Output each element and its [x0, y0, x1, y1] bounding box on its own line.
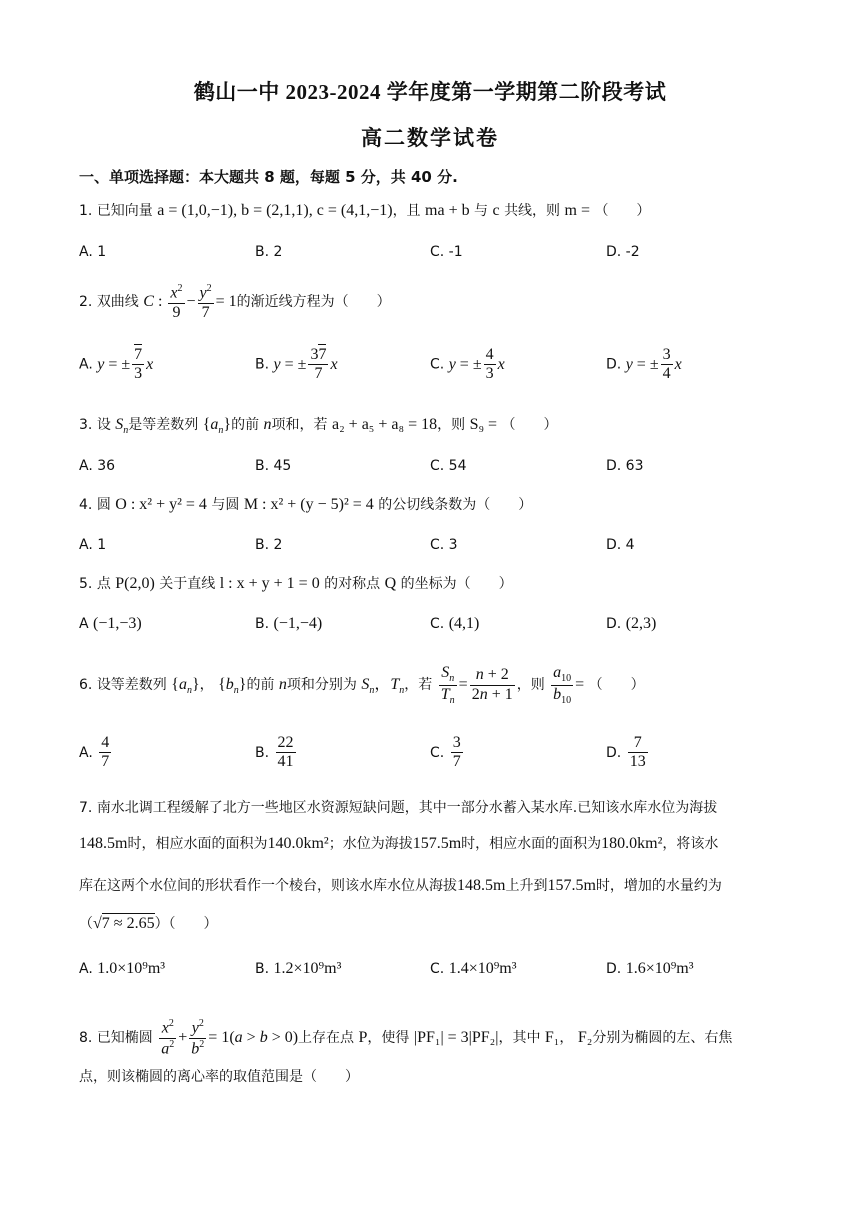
math-expression: Q: [384, 575, 397, 592]
question-text: 的公切线条数为（ ）: [378, 497, 533, 513]
option-c: C. 54: [430, 458, 467, 474]
denominator: 7: [101, 753, 110, 771]
option-value: 1.0×10⁹m³: [97, 960, 166, 977]
option-c: C. 3: [430, 537, 458, 553]
option-letter: B.: [255, 616, 270, 632]
option-a: A. y = ± $\frac{7}{3}$ x: [79, 346, 154, 383]
option-letter: C.: [430, 744, 445, 761]
option-d: D. 4: [606, 537, 635, 553]
math-expression: $S_n$: [115, 416, 129, 437]
question-text: 库在这两个水位间的形状看作一个棱台，则该水库水位从海拔: [79, 878, 457, 894]
question-number: 8.: [79, 1029, 93, 1046]
question-text: 关于直线: [159, 576, 216, 592]
option-value: (4,1): [448, 615, 480, 632]
question-text: 时，增加的水量约为: [595, 878, 722, 894]
option-a: [79, 960, 165, 978]
math-expression: $\frac{S_n}{T_n}$ = $\frac{n + 2}{2n + 1}$: [440, 664, 513, 706]
section-heading: 一、单项选择题：本大题共 8 题，每题 5 分，共 40 分.: [79, 168, 458, 186]
option-b: B. y = ± $\frac{37}{7}$ x: [255, 346, 338, 383]
option-letter: A.: [79, 961, 93, 977]
math-expression: P: [358, 1028, 368, 1046]
question-text: 项和，若: [271, 417, 328, 433]
math-expression: 157.5m: [412, 835, 462, 852]
math-expression: $\{a_n\}$: [171, 675, 200, 697]
question-text: 分别为椭圆的左、右焦: [592, 1029, 733, 1046]
question-text: 的坐标为（ ）: [400, 576, 513, 592]
option-b: [255, 615, 322, 633]
question-2: [79, 283, 391, 322]
option-b: B. 2: [255, 244, 283, 260]
math-expression: M : x² + (y − 5)² = 4: [243, 496, 374, 513]
option-letter: B.: [255, 744, 270, 761]
option-b: B. 45: [255, 458, 292, 474]
math-expression: 148.5m: [457, 877, 506, 894]
option-b: [255, 734, 298, 772]
option-letter: B.: [255, 961, 270, 977]
question-number: 3.: [79, 417, 93, 433]
question-text: ，则: [437, 417, 466, 433]
question-7-line-3: [79, 875, 799, 895]
numerator: 4: [99, 734, 111, 753]
ellipse-equation: $\frac{x^2}{a^2}$ + $\frac{y^2}{b^2}$ = 1(a > b > 0): [161, 1018, 299, 1058]
option-letter: D.: [606, 961, 622, 977]
numerator: 7: [628, 734, 648, 753]
question-7-line-2: [79, 833, 799, 853]
question-5: [79, 573, 513, 593]
math-expression: n: [263, 416, 272, 433]
question-number: 2.: [79, 294, 93, 311]
question-text: ，则: [516, 676, 545, 693]
option-d: D. -2: [606, 244, 640, 260]
sqrt-expression: 7 ≈ 2.65: [101, 915, 155, 932]
answer-blank: （ ）: [588, 676, 645, 693]
question-text: ，将该水: [662, 836, 719, 852]
question-6: [79, 664, 645, 706]
option-letter: A.: [79, 744, 93, 761]
option-d: D. 63: [606, 458, 644, 474]
question-text: 双曲线: [96, 294, 139, 311]
question-text: ，: [559, 1029, 574, 1046]
exam-subtitle: 高二数学试卷: [361, 126, 499, 150]
question-text: 与圆: [211, 497, 240, 513]
math-expression: S₉ =: [469, 416, 498, 433]
option-value: (2,3): [625, 615, 657, 632]
math-expression: $S_n$，$T_n$: [361, 675, 405, 697]
question-text: ）（ ）: [154, 916, 218, 932]
math-expression: n: [278, 675, 287, 693]
question-text: ，且: [392, 203, 421, 219]
math-expression: 140.0km²: [267, 835, 329, 852]
exam-title: 鹤山一中 2023-2024 学年度第一学期第二阶段考试: [193, 80, 667, 104]
math-expression: $\{a_n\}$: [202, 416, 232, 437]
question-8-line-2: 点，则该椭圆的离心率的取值范围是（ ）: [79, 1069, 359, 1085]
question-3: [79, 414, 558, 436]
option-value: (−1,−3): [93, 615, 142, 632]
option-c: [430, 615, 479, 633]
math-expression: 180.0km²: [601, 835, 663, 852]
math-expression: ma + b: [425, 202, 470, 219]
option-d: [606, 615, 656, 633]
hyperbola-equation: C : $\frac{x^2}{9}$ − $\frac{y^2}{7}$ = 1: [143, 283, 237, 321]
question-text: ；水位为海拔: [328, 836, 413, 852]
question-text: ，: [199, 676, 214, 693]
question-text: 项和分别为: [286, 676, 357, 693]
answer-blank: （ ）: [501, 417, 558, 433]
math-expression: $\frac{a_{10}}{b_{10}}$ =: [553, 664, 585, 706]
option-letter: C.: [430, 356, 445, 373]
question-8: [79, 1018, 732, 1058]
option-letter: C.: [430, 616, 445, 632]
math-expression: a₂ + a₅ + a₈ = 18: [332, 416, 438, 433]
option-value: 1.4×10⁹m³: [448, 960, 517, 977]
option-c: [430, 960, 517, 978]
question-text: 圆: [96, 497, 111, 513]
option-letter: D.: [606, 356, 622, 373]
question-number: 5.: [79, 576, 93, 592]
math-expression: F₂: [577, 1028, 593, 1046]
question-7-line-4: [79, 913, 799, 933]
option-letter: D.: [606, 616, 622, 632]
numerator: 3: [451, 734, 463, 753]
option-d: [606, 734, 650, 772]
option-a: A. 1: [79, 537, 107, 553]
question-text: 上存在点: [298, 1029, 355, 1046]
question-text: 共线，则: [504, 203, 561, 219]
math-expression: O : x² + y² = 4: [115, 496, 207, 513]
question-text: 时，相应水面的面积为: [461, 836, 602, 852]
math-expression: √7 ≈ 2.65: [93, 915, 155, 932]
option-b: [255, 960, 341, 978]
option-letter: C.: [430, 961, 445, 977]
denominator: 41: [277, 753, 294, 771]
question-text: 点: [96, 576, 111, 592]
option-a: [79, 734, 113, 772]
math-expression: 157.5m: [547, 877, 596, 894]
question-text: 上升到: [505, 878, 548, 894]
question-1: [79, 200, 650, 220]
option-a: A. 36: [79, 458, 116, 474]
question-text: 的前: [231, 417, 260, 433]
option-b: B. 2: [255, 537, 283, 553]
answer-blank: （ ）: [594, 203, 651, 219]
question-text: 的渐近线方程为（ ）: [236, 294, 391, 311]
question-text: 与: [474, 203, 489, 219]
question-number: 1.: [79, 203, 93, 219]
option-c: [430, 734, 465, 772]
option-d: [606, 960, 694, 978]
question-number: 6.: [79, 676, 93, 693]
question-text: ，其中: [498, 1029, 541, 1046]
question-number: 4.: [79, 497, 93, 513]
option-c: C. y = ± $\frac{4}{3}$ x: [430, 346, 505, 383]
option-letter: A: [79, 616, 89, 632]
question-number: 7.: [79, 800, 93, 816]
option-value: (−1,−4): [273, 615, 323, 632]
question-text: 的对称点: [324, 576, 381, 592]
question-text: （: [79, 916, 93, 932]
question-text: 时，相应水面的面积为: [127, 836, 268, 852]
question-4: [79, 494, 532, 514]
numerator: 22: [276, 734, 296, 753]
question-text: 设等差数列: [96, 676, 167, 693]
option-value: 1.6×10⁹m³: [625, 960, 694, 977]
denominator: 13: [629, 753, 646, 771]
option-value: 1.2×10⁹m³: [273, 960, 342, 977]
denominator: 7: [452, 753, 461, 771]
math-expression: F₁: [544, 1028, 560, 1046]
option-letter: D.: [606, 744, 622, 761]
option-d: D. y = ± $\frac{3}{4}$ x: [606, 346, 682, 383]
math-expression: 148.5m: [79, 835, 128, 852]
question-text: 的前: [246, 676, 275, 693]
math-expression: l : x + y + 1 = 0: [219, 575, 320, 592]
option-letter: A.: [79, 356, 93, 373]
question-text: 是等差数列: [128, 417, 199, 433]
math-expression: |PF₁| = 3|PF₂|: [413, 1028, 499, 1046]
question-text: 已知椭圆: [96, 1029, 153, 1046]
math-expression: $\{b_n\}$: [218, 675, 247, 697]
option-a: A. 1: [79, 244, 107, 260]
question-7: [79, 797, 799, 817]
question-text: ，使得: [367, 1029, 410, 1046]
question-text: 南水北调工程缓解了北方一些地区水资源短缺问题，其中一部分水蓄入某水库.已知该水库水位为海拔: [96, 800, 718, 816]
math-expression: a = (1,0,−1), b = (2,1,1), c = (4,1,−1): [157, 202, 393, 219]
math-expression: m =: [564, 202, 590, 219]
math-expression: c: [492, 202, 500, 219]
option-a: [79, 615, 142, 633]
option-letter: B.: [255, 356, 270, 373]
option-c: C. -1: [430, 244, 463, 260]
question-text: ，若: [404, 676, 433, 693]
question-text: 已知向量: [96, 203, 153, 219]
question-text: 设: [96, 417, 111, 433]
math-expression: P(2,0): [115, 575, 155, 592]
